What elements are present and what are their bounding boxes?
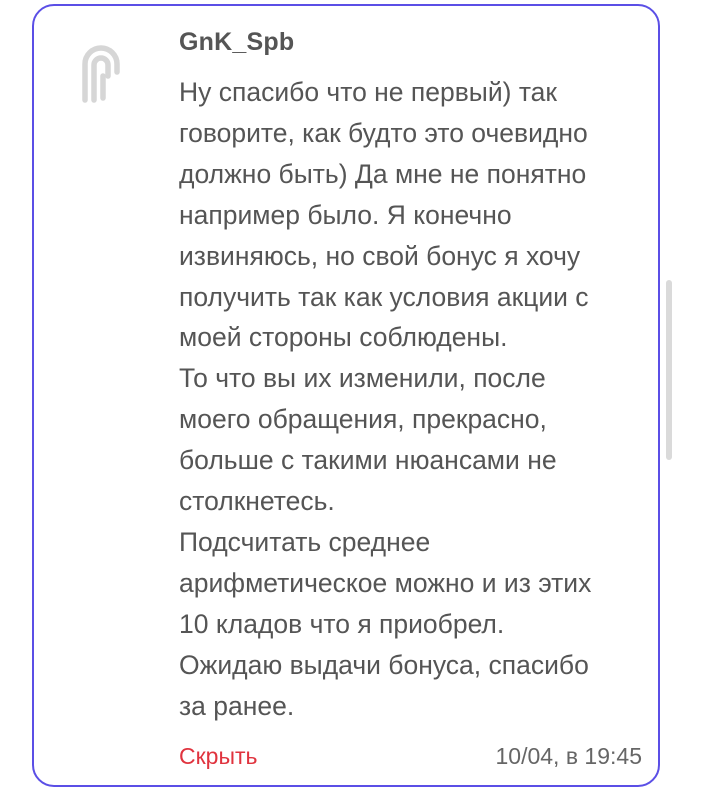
comment-timestamp: 10/04, в 19:45 <box>495 743 642 769</box>
scrollbar-thumb[interactable] <box>666 280 672 460</box>
comment-card <box>32 4 660 787</box>
hide-comment-button[interactable]: Скрыть <box>179 743 258 769</box>
comment-author[interactable]: GnK_Spb <box>179 28 295 56</box>
comment-text: Ну спасибо что не первый) так говорите, как будто это очевидно должно быть) Да мне не понятно например было. Я конечно извиняюсь, но свой бонус я хочу получить так как условия акции с моей стороны соблюдены. То что вы их изменили, после моего обращения, прекрасно, больше с такими нюансами не столкнетесь. Подсчитать среднее арифметическое можно и из этих 10 кладов что я приобрел. Ожидаю выдачи бонуса, спасибо за ранее. <box>179 77 592 721</box>
user-avatar-placeholder-icon <box>80 40 122 108</box>
